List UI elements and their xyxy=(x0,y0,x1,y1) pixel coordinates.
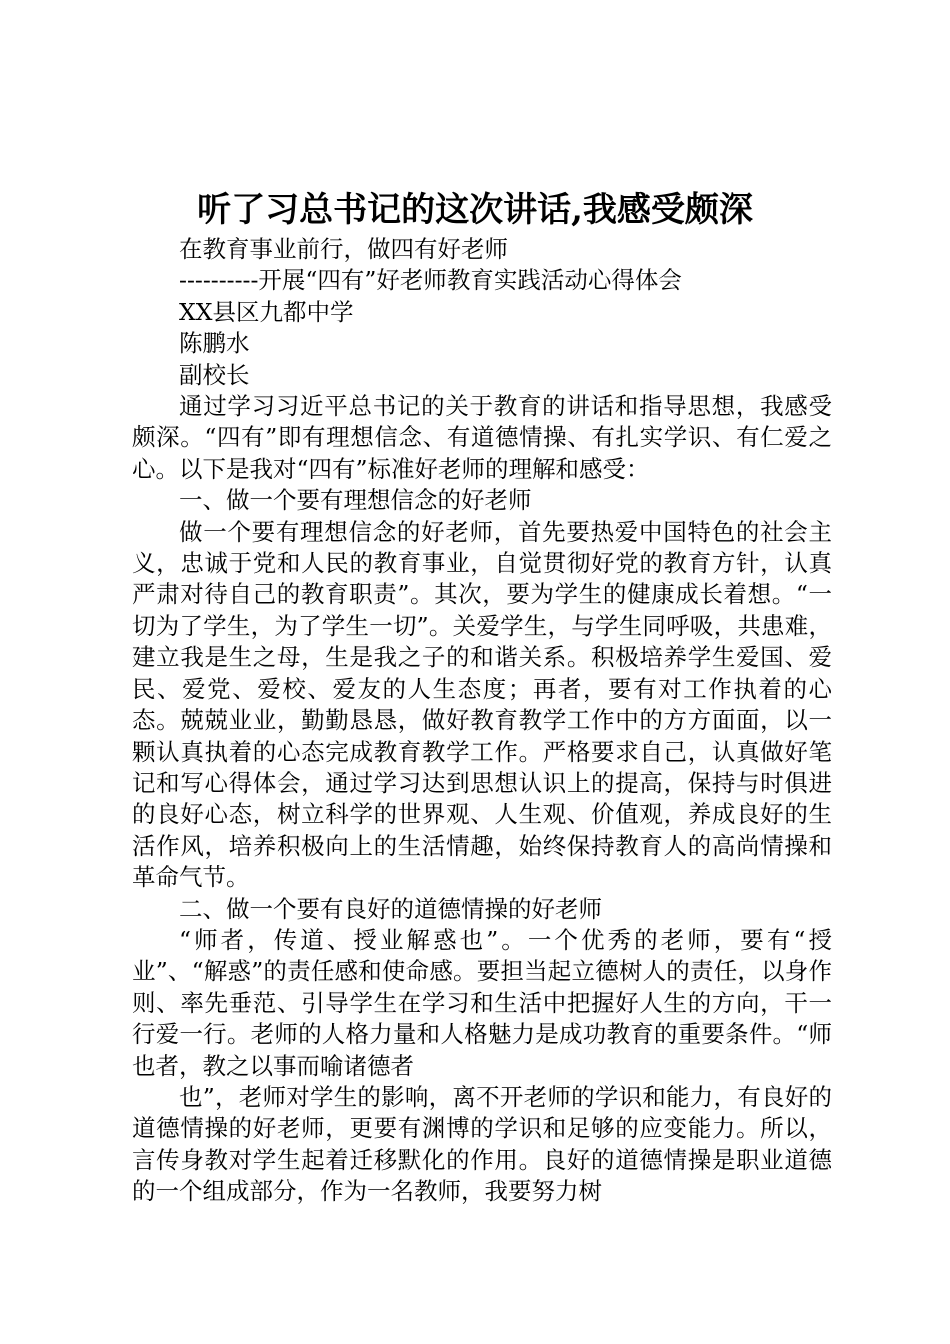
section-paragraph-2a: “师者，传道、授业解惑也”。一个优秀的老师，要有“授业”、“解惑”的责任感和使命感。要担当起立德树人的责任，以身作则、率先垂范、引导学生在学习和生活中把握好人生的方向，干一行爱一行。老师的人格力量和人格魅力是成功教育的重要条件。“师也者，教之以事而喻诸德者 xyxy=(132,925,832,1080)
section-heading-2: 二、做一个要有良好的道德情操的好老师 xyxy=(179,894,602,923)
intro-paragraph: 通过学习习近平总书记的关于教育的讲话和指导思想，我感受颇深。“四有”即有理想信念、有道德情操、有扎实学识、有仁爱之心。以下是我对“四有”标准好老师的理解和感受： xyxy=(132,392,832,483)
section-paragraph-2b: 也”，老师对学生的影响，离不开老师的学识和能力，有良好的道德情操的好老师，更要有渊博的学识和足够的应变能力。所以，言传身教对学生起着迁移默化的作用。良好的道德情操是职业道德的一个组成部分，作为一名教师，我要努力树 xyxy=(132,1082,832,1206)
section-heading-1: 一、做一个要有理想信念的好老师 xyxy=(179,486,532,515)
subtitle-dash-line: ----------开展“四有”好老师教育实践活动心得体会 xyxy=(179,266,682,295)
author-name: 陈鹏水 xyxy=(179,329,250,358)
document-title: 听了习总书记的这次讲话,我感受颇深 xyxy=(197,190,753,230)
section-paragraph-1: 做一个要有理想信念的好老师，首先要热爱中国特色的社会主义，忠诚于党和人民的教育事业，自觉贯彻好党的教育方针，认真严肃对待自己的教育职责”。其次，要为学生的健康成长着想。“一切为了学生，为了学生一切”。关爱学生，与学生同呼吸，共患难，建立我是生之母，生是我之子的和谐关系。积极培养学生爱国、爱民、爱党、爱校、爱友的人生态度；再者，要有对工作执着的心态。兢兢业业，勤勤恳恳，做好教育教学工作中的方方面面，以一颗认真执着的心态完成教育教学工作。严格要求自己，认真做好笔记和写心得体会，通过学习达到思想认识上的提高，保持与时俱进的良好心态，树立科学的世界观、人生观、价值观，养成良好的生活作风，培养积极向上的生活情趣，始终保持教育人的高尚情操和革命气节。 xyxy=(132,517,832,892)
author-position: 副校长 xyxy=(179,360,250,389)
school-name: XX县区九都中学 xyxy=(179,297,354,326)
subtitle-line: 在教育事业前行，做四有好老师 xyxy=(179,235,508,263)
document-body xyxy=(132,234,832,1208)
